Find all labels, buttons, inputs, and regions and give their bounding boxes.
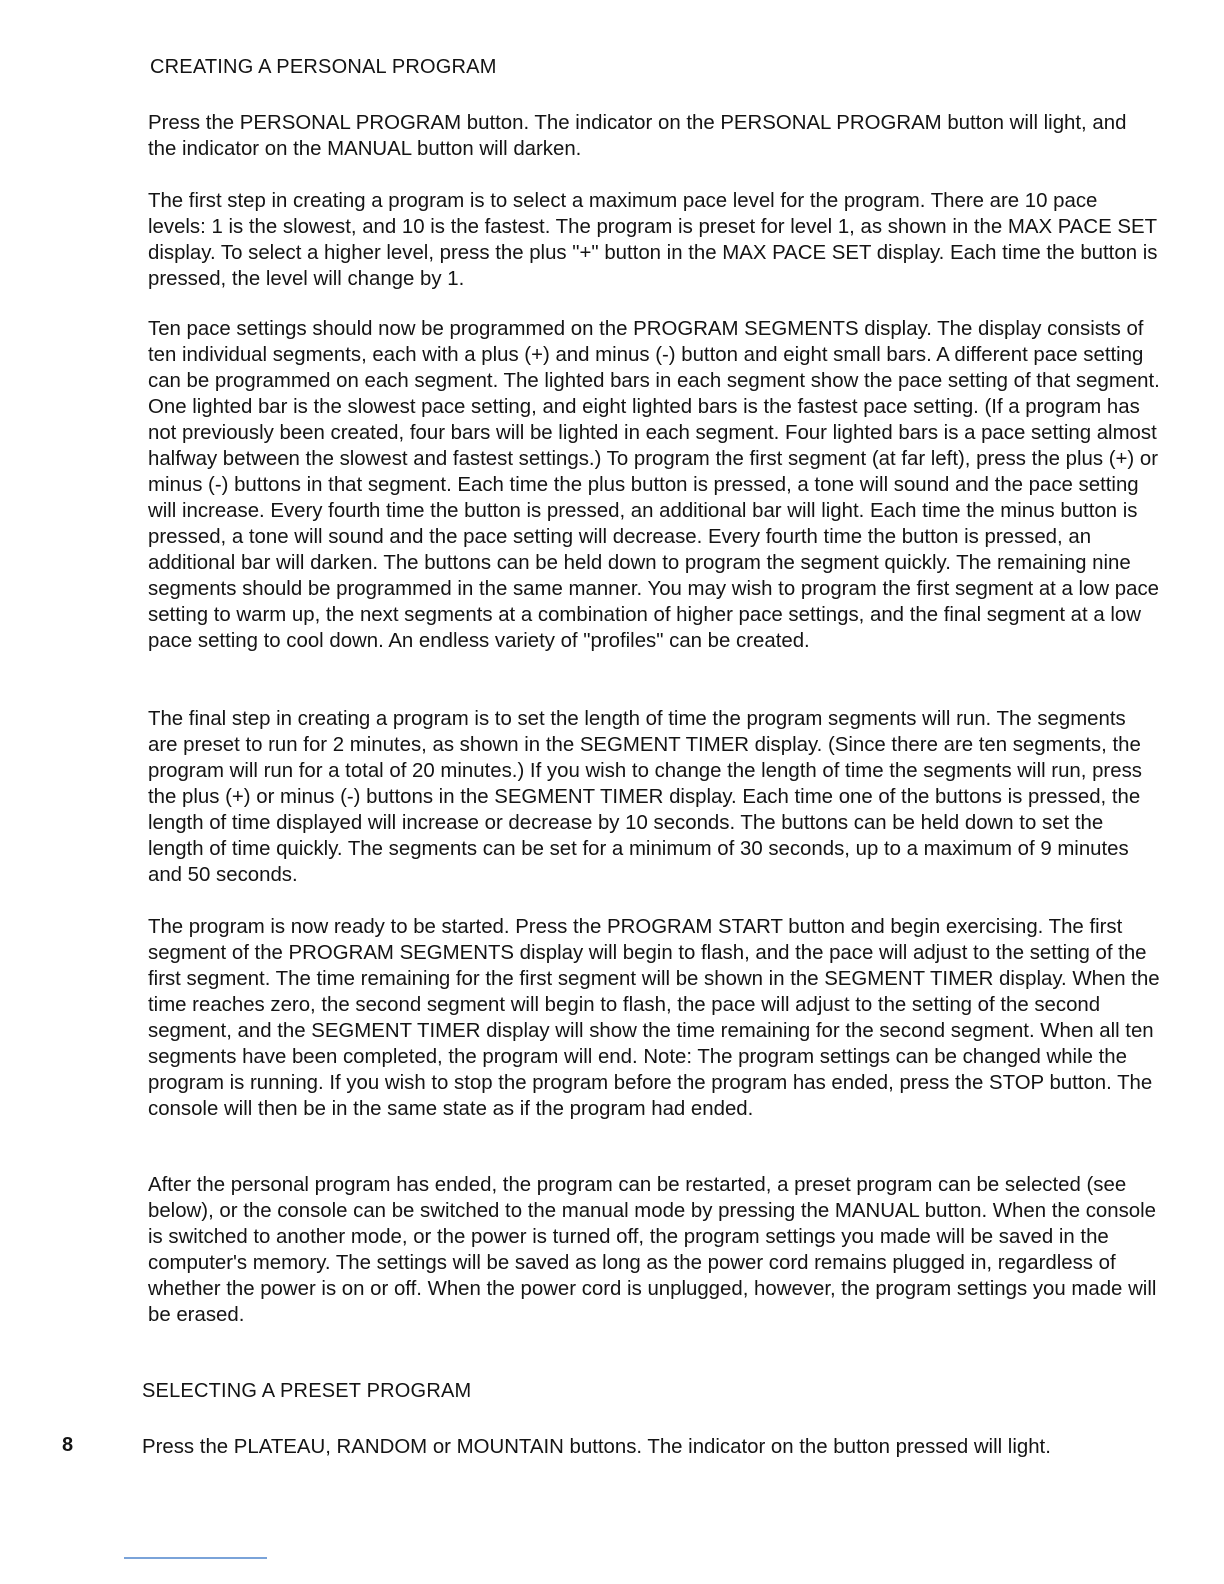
paragraph-program-ended: After the personal program has ended, the program can be restarted, a preset program can be selected (see below), or the console can be switched to the manual mode by pressing the MANUAL button. When the console is switched to another mode, or the power is turned off, the program settings you made will be saved in the computer's memory. The settings will be saved as long as the power cord remains plugged in, regardless of whether the power is on or off. When the power cord is unplugged, however, the program settings you made will be erased. — [148, 1174, 1157, 1326]
paragraph-max-pace-level: The first step in creating a program is to select a maximum pace level for the program. There are 10 pace levels: 1 is the slowest, and 10 is the fastest. The program is preset for level 1, as shown in the MAX PACE SET display. To select a higher level, press the plus "+" button in the MAX PACE SET display. Each time the button is pressed, the level will change by 1. — [148, 190, 1158, 290]
paragraph-program-segments: Ten pace settings should now be programmed on the PROGRAM SEGMENTS display. The display consists of ten individual segments, each with a plus (+) and minus (-) button and eight small bars. A different pace setting can be programmed on each segment. The lighted bars in each segment show the pace setting of that segment. One lighted bar is the slowest pace setting, and eight lighted bars is the fastest pace setting. (If a program has not previously been created, four bars will be lighted in each segment. Four lighted bars is a pace setting almost halfway between the slowest and fastest settings.) To program the first segment (at far left), press the plus (+) or minus (-) buttons in that segment. Each time the plus button is pressed, a tone will sound and the pace setting will increase. Every fourth time the button is pressed, an additional bar will light. Each time the minus button is pressed, a tone will sound and the pace setting will decrease. Every fourth time the button is pressed, an additional bar will darken. The buttons can be held down to program the segment quickly. The remaining nine segments should be programmed in the same manner. You may wish to program the first segment at a low pace setting to warm up, the next segments at a combination of higher pace settings, and the final segment at a low pace setting to cool down. An endless variety of "profiles" can be created. — [148, 318, 1160, 652]
paragraph-program-start: The program is now ready to be started. Press the PROGRAM START button and begin exercising. The first segment of the PROGRAM SEGMENTS display will begin to flash, and the pace will adjust to the setting of the first segment. The time remaining for the first segment will be shown in the SEGMENT TIMER display. When the time reaches zero, the second segment will begin to flash, the pace will adjust to the setting of the second segment, and the SEGMENT TIMER display will show the time remaining for the second segment. When all ten segments have been completed, the program will end. Note: The program settings can be changed while the program is running. If you wish to stop the program before the program has ended, press the STOP button. The console will then be in the same state as if the program had ended. — [148, 916, 1160, 1120]
paragraph-preset-buttons: Press the PLATEAU, RANDOM or MOUNTAIN buttons. The indicator on the button pressed will light. — [142, 1436, 1051, 1458]
paragraph-segment-timer: The final step in creating a program is to set the length of time the program segments will run. The segments are preset to run for 2 minutes, as shown in the SEGMENT TIMER display. (Since there are ten segments, the program will run for a total of 20 minutes.) If you wish to change the length of time the segments will run, press the plus (+) or minus (-) buttons in the SEGMENT TIMER display. Each time one of the buttons is pressed, the length of time displayed will increase or decrease by 10 seconds. The buttons can be held down to set the length of time quickly. The segments can be set for a minimum of 30 seconds, up to a maximum of 9 minutes and 50 seconds. — [148, 708, 1142, 886]
section-heading-selecting-preset-program: SELECTING A PRESET PROGRAM — [142, 1380, 472, 1402]
footer-rule — [124, 1557, 267, 1559]
paragraph-personal-program-button: Press the PERSONAL PROGRAM button. The indicator on the PERSONAL PROGRAM button will light, and the indicator on the MANUAL button will darken. — [148, 112, 1127, 160]
section-heading-creating-personal-program: CREATING A PERSONAL PROGRAM — [150, 56, 497, 78]
page-number: 8 — [62, 1434, 74, 1456]
